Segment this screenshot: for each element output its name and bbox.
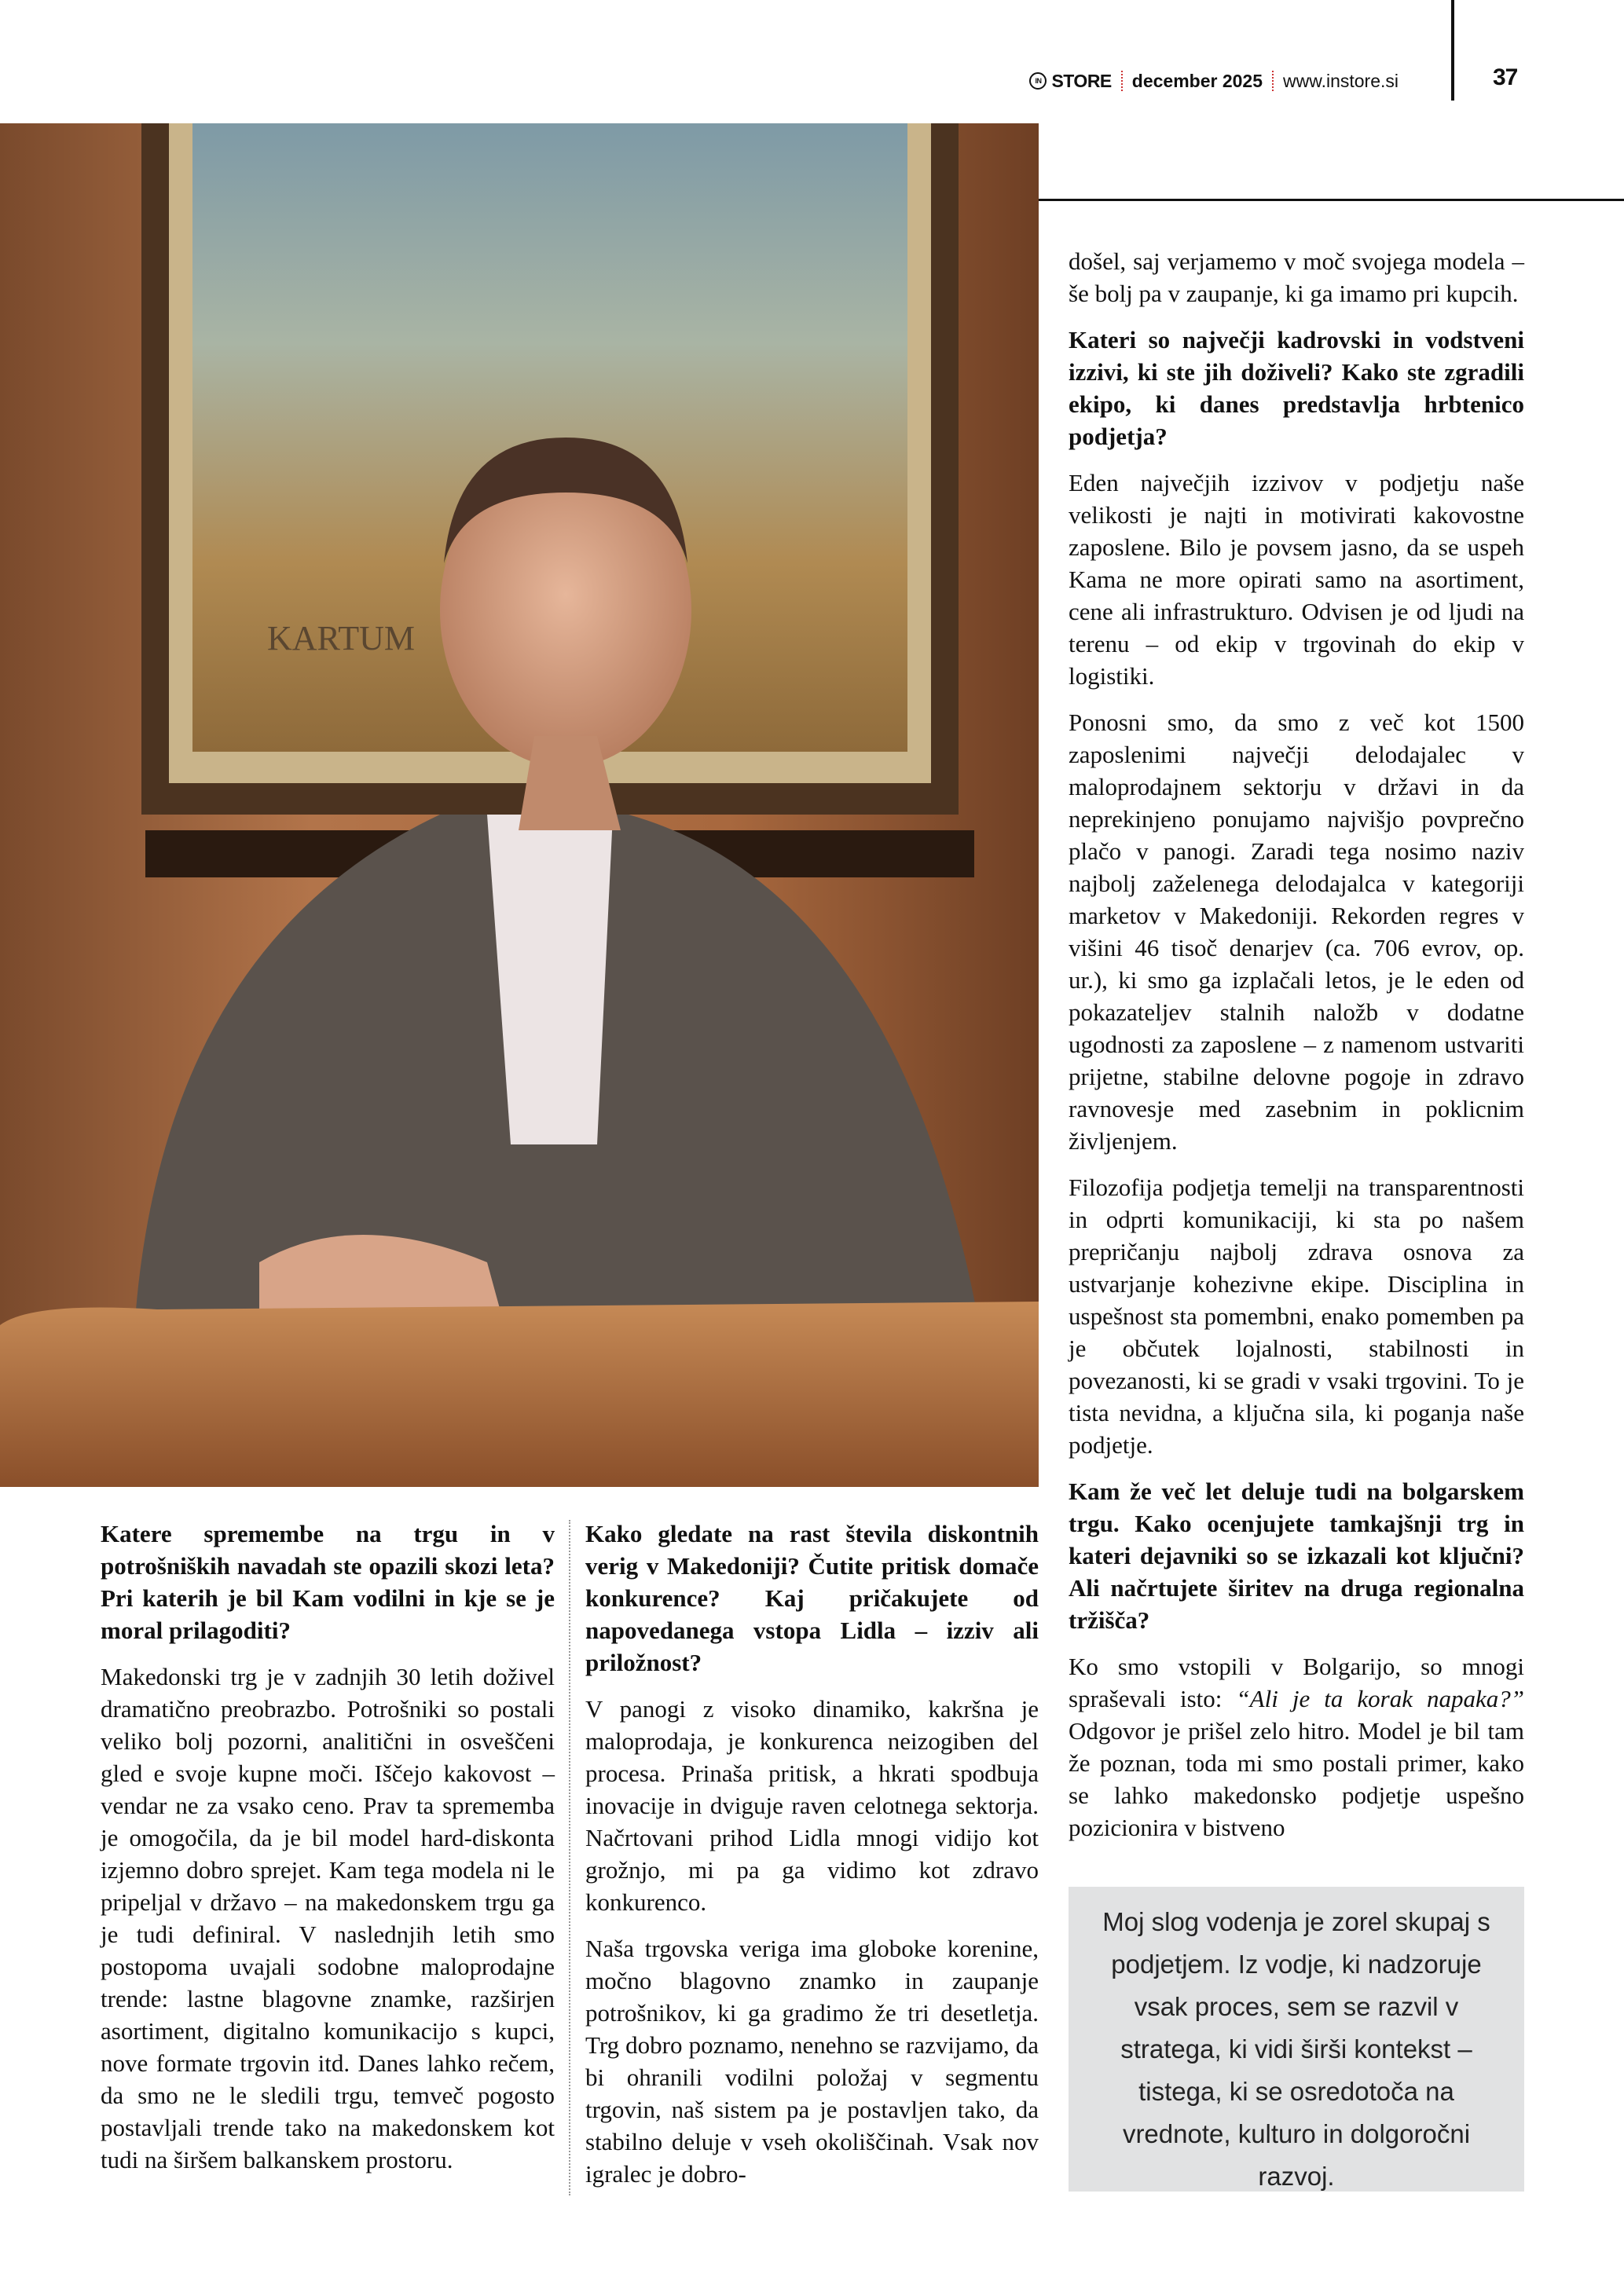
answer-paragraph: Filozofija podjetja temelji na transparentnosti in odprti komunikaciji, ki sta po našem prepričanju najbolj zdrava osnova za ustvarjanje kohezivne ekipe. Disciplina in uspešnost sta pomembni, enako pomemben pa je občutek lojalnosti, stabilnosti in povezanosti, ki se gradi v vsaki trgovini. To je tista nevidna, a ključna sila, ki poganja naše podjetje. — [1069, 1174, 1524, 1459]
separator — [1121, 71, 1123, 91]
answer-text: Ko smo vstopili v Bolgarijo, so mnogi spraševali isto: — [1069, 1653, 1524, 1712]
right-column — [1069, 245, 1524, 1858]
question-heading: Katere spremembe na trgu in v potrošniških navadah ste opazili skozi leta? Pri katerih je bil Kam vodilni in kje se je moral prilagoditi? — [101, 1520, 555, 1644]
question-heading: Kam že več let deluje tudi na bolgarskem trgu. Kako ocenjujete tamkajšnji trg in kateri dejavniki so se izkazali kot ključni? Ali načrtujete širitev na druga regionalna tržišča? — [1069, 1478, 1524, 1634]
instore-logo-icon: IN — [1029, 72, 1047, 90]
page-header — [1021, 61, 1399, 101]
issue-date: december 2025 — [1131, 70, 1263, 91]
portrait-illustration — [0, 123, 1039, 1487]
column-2 — [585, 1518, 1039, 2204]
separator — [1272, 71, 1274, 91]
header-vertical-rule — [1451, 0, 1454, 101]
question-heading: Kako gledate na rast števila diskontnih verig v Makedoniji? Čutite pritisk domače konkurence? Kaj pričakujete od napovedanega vstopa Lidla – izziv ali priložnost? — [585, 1520, 1039, 1676]
answer-paragraph — [1069, 1650, 1524, 1844]
brand — [1029, 71, 1111, 92]
answer-paragraph: Eden največjih izzivov v podjetju naše velikosti je najti in motivirati kakovostne zaposlene. Bilo je povsem jasno, da se uspeh Kama ne more opirati samo na asortiment, cene ali infrastrukturo. Odvisen je od ljudi na terenu – od ekip v trgovinah do ekip v logistiki. — [1069, 469, 1524, 690]
answer-paragraph: došel, saj verjamemo v moč svojega modela – še bolj pa v zaupanje, ki ga imamo pri kupcih. — [1069, 247, 1524, 307]
question-heading: Kateri so največji kadrovski in vodstveni izzivi, ki ste jih doživeli? Kako ste zgradili ekipo, ki danes predstavlja hrbtenico podjetja? — [1069, 326, 1524, 450]
header-horizontal-rule — [1039, 199, 1624, 201]
portrait-photo — [0, 123, 1039, 1487]
painting-signature: KARTUM — [267, 619, 416, 657]
answer-paragraph: Ponosni smo, da smo z več kot 1500 zaposlenimi največji delodajalec v maloprodajnem sektorju v državi in da neprekinjeno ponujamo najvišjo povprečno plačo v panogi. Zaradi tega nosimo naziv najbolj zaželenega delodajalca v kategoriji marketov v Makedoniji. Rekorden regres v višini 46 tisoč denarjev (ca. 706 evrov, op. ur.), ki smo ga izplačali letos, je le eden od pokazateljev stalnih naložb v dodatne ugodnosti za zaposlene – z namenom ustvariti prijetne, stabilne delovne pogoje in zdravo ravnovesje med zasebnim in poklicnim življenjem. — [1069, 709, 1524, 1155]
page-number: 37 — [1493, 64, 1518, 90]
column-divider — [569, 1520, 570, 2195]
answer-text: Odgovor je prišel zelo hitro. Model je bil tam že poznan, toda mi smo postali primer, kako se lahko makedonsko podjetje uspešno pozicionira v bistveno — [1069, 1717, 1524, 1841]
brand-name: STORE — [1051, 70, 1112, 91]
column-1 — [101, 1518, 555, 2190]
answer-paragraph: Naša trgovska veriga ima globoke korenine, močno blagovno znamko in zaupanje potrošnikov, ki ga gradimo že tri desetletja. Trg dobro poznamo, nenehno se razvijamo, da bi ohranili vodilni položaj v segmentu trgovin, naš sistem pa je postavljen tako, da stabilno deluje v vseh okoliščinah. Vsak nov igralec je dobro- — [585, 1935, 1039, 2188]
pull-quote: Moj slog vodenja je zorel skupaj s podjetjem. Iz vodje, ki nadzoruje vsak proces, sem se razvil v stratega, ki vidi širši kontekst – tistega, ki se osredotoča na vrednote, kulturo in dolgoročni razvoj. — [1069, 1887, 1524, 2192]
website-link[interactable]: www.instore.si — [1283, 70, 1399, 91]
italic-quote: “Ali je ta korak napaka?” — [1236, 1685, 1524, 1712]
answer-paragraph: Makedonski trg je v zadnjih 30 letih doživel dramatično preobrazbo. Potrošniki so postali veliko bolj pozorni, analitični in osveščeni gled e svoje kupne moči. Iščejo kakovost – vendar ne za vsako ceno. Prav ta sprememba je omogočila, da je bil model hard-diskonta izjemno dobro sprejet. Kam tega modela ni le pripeljal v državo – na makedonskem trgu ga je tudi definiral. V naslednjih letih smo postopoma uvajali sodobne maloprodajne trende: lastne blagovne znamke, razširjen asortiment, digitalno komunikacijo s kupci, nove formate trgovin itd. Danes lahko rečem, da smo ne le sledili trgu, temveč pogosto postavljali trende tako na makedonskem kot tudi na širšem balkanskem prostoru. — [101, 1663, 555, 2173]
answer-paragraph: V panogi z visoko dinamiko, kakršna je maloprodaja, je konkurenca neizogiben del procesa. Prinaša pritisk, a hkrati spodbuja inovacije in dviguje raven celotnega sektorja. Načrtovani prihod Lidla mnogi vidijo kot grožnjo, mi pa ga vidimo kot zdravo konkurenco. — [585, 1695, 1039, 1916]
